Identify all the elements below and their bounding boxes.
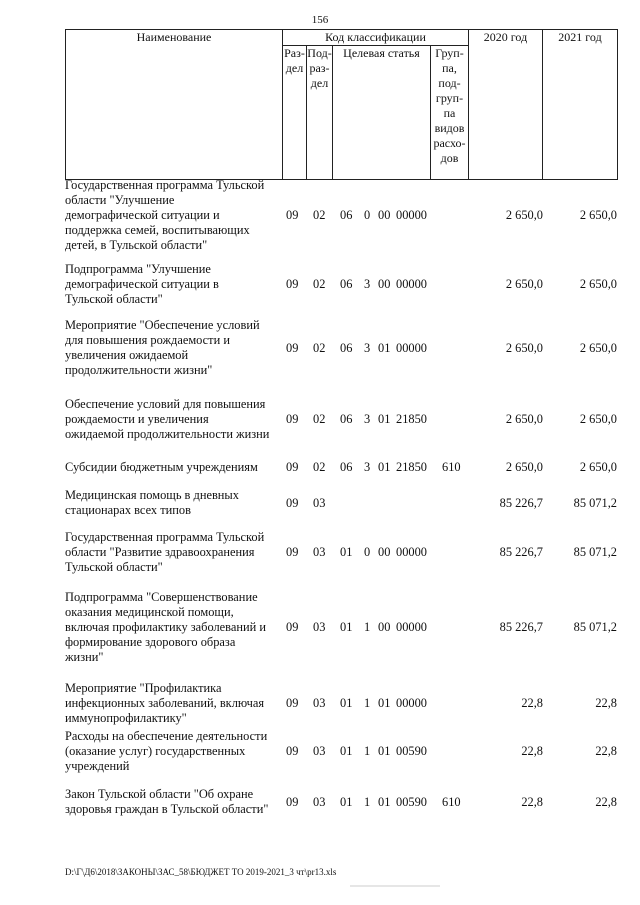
cell-target-article: 3: [364, 277, 371, 291]
header-code-group: Код классификации: [283, 30, 469, 46]
cell-target-article: 06: [340, 277, 353, 291]
cell-target-article: 21850: [396, 460, 427, 474]
scan-artifact: [350, 885, 440, 887]
cell-podrazdel: 03: [313, 744, 326, 758]
cell-amount-2020: 85 226,7: [499, 620, 543, 634]
row-name: Расходы на обеспечение деятельности (оказание услуг) государственных учреждений: [65, 729, 268, 773]
table-row: [65, 787, 617, 817]
table-row: [65, 681, 617, 726]
cell-amount-2021: 85 071,2: [573, 496, 617, 510]
cell-razdel: 09: [286, 620, 299, 634]
table-row: [65, 590, 617, 665]
cell-target-article: 1: [364, 795, 371, 809]
cell-razdel: 09: [286, 277, 299, 291]
table-row: [65, 397, 617, 442]
cell-target-article: 01: [340, 744, 353, 758]
cell-target-article: 00: [378, 277, 391, 291]
cell-amount-2021: 2 650,0: [579, 341, 617, 355]
cell-target-article: 01: [378, 795, 391, 809]
cell-target-article: 3: [364, 412, 371, 426]
cell-amount-2021: 2 650,0: [579, 460, 617, 474]
cell-amount-2020: 2 650,0: [505, 412, 543, 426]
cell-podrazdel: 03: [313, 496, 326, 510]
row-name: Подпрограмма "Улучшение демографической ситуации в Тульской области": [65, 262, 219, 306]
table-row: [65, 460, 617, 475]
table-row: [65, 488, 617, 518]
cell-razdel: 09: [286, 412, 299, 426]
cell-podrazdel: 03: [313, 795, 326, 809]
cell-target-article: 00000: [396, 208, 427, 222]
cell-amount-2021: 2 650,0: [579, 277, 617, 291]
row-name: Медицинская помощь в дневных стационарах всех типов: [65, 488, 239, 517]
cell-target-article: 01: [340, 795, 353, 809]
page-number: 156: [311, 14, 329, 26]
header-year-2021: 2021 год: [543, 30, 618, 180]
cell-target-article: 00000: [396, 277, 427, 291]
cell-razdel: 09: [286, 496, 299, 510]
row-name: Государственная программа Тульской области "Улучшение демографической ситуации и поддержка семей, воспитывающих детей, в Тульской области": [65, 178, 265, 252]
cell-target-article: 21850: [396, 412, 427, 426]
cell-group: 610: [442, 795, 461, 809]
cell-target-article: 06: [340, 341, 353, 355]
row-name: Закон Тульской области "Об охране здоровья граждан в Тульской области": [65, 787, 269, 816]
cell-razdel: 09: [286, 795, 299, 809]
cell-target-article: 0: [364, 545, 371, 559]
cell-amount-2020: 2 650,0: [505, 460, 543, 474]
cell-target-article: 1: [364, 620, 371, 634]
cell-amount-2021: 2 650,0: [579, 412, 617, 426]
cell-amount-2021: 22,8: [595, 795, 617, 809]
cell-target-article: 06: [340, 460, 353, 474]
cell-target-article: 1: [364, 744, 371, 758]
file-path-footer: D:\Г\Д6\2018\ЗАКОНЫ\ЗАС_58\БЮДЖЕТ ТО 2019-2021_3 чт\pr13.xls: [65, 867, 337, 877]
cell-target-article: 00: [378, 620, 391, 634]
cell-target-article: 01: [378, 341, 391, 355]
cell-podrazdel: 02: [313, 208, 326, 222]
cell-target-article: 06: [340, 412, 353, 426]
cell-podrazdel: 03: [313, 696, 326, 710]
cell-podrazdel: 03: [313, 620, 326, 634]
cell-target-article: 01: [378, 460, 391, 474]
cell-target-article: 00: [378, 545, 391, 559]
cell-target-article: 00590: [396, 795, 427, 809]
table-row: [65, 729, 617, 774]
header-podrazdel: Под- раз- дел: [307, 46, 333, 180]
header-group: Груп- па, под- груп- па видов расхо- дов: [431, 46, 469, 180]
header-target-article: Целевая статья: [333, 46, 431, 180]
header-name: Наименование: [66, 30, 283, 180]
cell-amount-2021: 22,8: [595, 696, 617, 710]
cell-podrazdel: 02: [313, 277, 326, 291]
cell-amount-2020: 22,8: [521, 744, 543, 758]
cell-amount-2021: 85 071,2: [573, 620, 617, 634]
cell-target-article: 00000: [396, 620, 427, 634]
cell-razdel: 09: [286, 696, 299, 710]
cell-amount-2020: 85 226,7: [499, 545, 543, 559]
cell-target-article: 01: [378, 412, 391, 426]
cell-target-article: 3: [364, 341, 371, 355]
cell-podrazdel: 02: [313, 341, 326, 355]
row-name: Мероприятие "Профилактика инфекционных заболеваний, включая иммунопрофилактику": [65, 681, 265, 725]
cell-target-article: 00000: [396, 545, 427, 559]
cell-target-article: 0: [364, 208, 371, 222]
cell-podrazdel: 02: [313, 412, 326, 426]
cell-target-article: 00000: [396, 696, 427, 710]
cell-group: 610: [442, 460, 461, 474]
cell-amount-2020: 2 650,0: [505, 341, 543, 355]
cell-target-article: 01: [378, 744, 391, 758]
cell-target-article: 01: [340, 696, 353, 710]
cell-amount-2020: 22,8: [521, 696, 543, 710]
cell-razdel: 09: [286, 208, 299, 222]
cell-target-article: 00000: [396, 341, 427, 355]
cell-podrazdel: 03: [313, 545, 326, 559]
cell-podrazdel: 02: [313, 460, 326, 474]
cell-razdel: 09: [286, 460, 299, 474]
row-name: Мероприятие "Обеспечение условий для повышения рождаемости и увеличения ожидаемой продолжительности жизни": [65, 318, 260, 377]
row-name: Государственная программа Тульской области "Развитие здравоохранения Тульской области": [65, 530, 265, 574]
cell-target-article: 00: [378, 208, 391, 222]
cell-target-article: 3: [364, 460, 371, 474]
cell-razdel: 09: [286, 545, 299, 559]
header-razdel: Раз- дел: [283, 46, 307, 180]
row-name: Подпрограмма "Совершенствование оказания медицинской помощи, включая профилактику заболеваний и формирование здорового образа жизни": [65, 590, 266, 664]
cell-target-article: 01: [340, 545, 353, 559]
cell-amount-2020: 2 650,0: [505, 277, 543, 291]
cell-amount-2021: 2 650,0: [579, 208, 617, 222]
cell-amount-2020: 2 650,0: [505, 208, 543, 222]
cell-target-article: 01: [340, 620, 353, 634]
cell-target-article: 1: [364, 696, 371, 710]
cell-amount-2020: 22,8: [521, 795, 543, 809]
cell-amount-2020: 85 226,7: [499, 496, 543, 510]
table-row: [65, 318, 617, 378]
header-year-2020: 2020 год: [469, 30, 543, 180]
table-header: [65, 29, 618, 180]
table-row: [65, 530, 617, 575]
cell-amount-2021: 22,8: [595, 744, 617, 758]
cell-target-article: 00590: [396, 744, 427, 758]
cell-razdel: 09: [286, 744, 299, 758]
table-row: [65, 262, 617, 307]
row-name: Обеспечение условий для повышения рождаемости и увеличения ожидаемой продолжительности жизни: [65, 397, 270, 441]
cell-target-article: 01: [378, 696, 391, 710]
cell-razdel: 09: [286, 341, 299, 355]
cell-amount-2021: 85 071,2: [573, 545, 617, 559]
row-name: Субсидии бюджетным учреждениям: [65, 460, 258, 474]
table-row: [65, 178, 617, 253]
cell-target-article: 06: [340, 208, 353, 222]
